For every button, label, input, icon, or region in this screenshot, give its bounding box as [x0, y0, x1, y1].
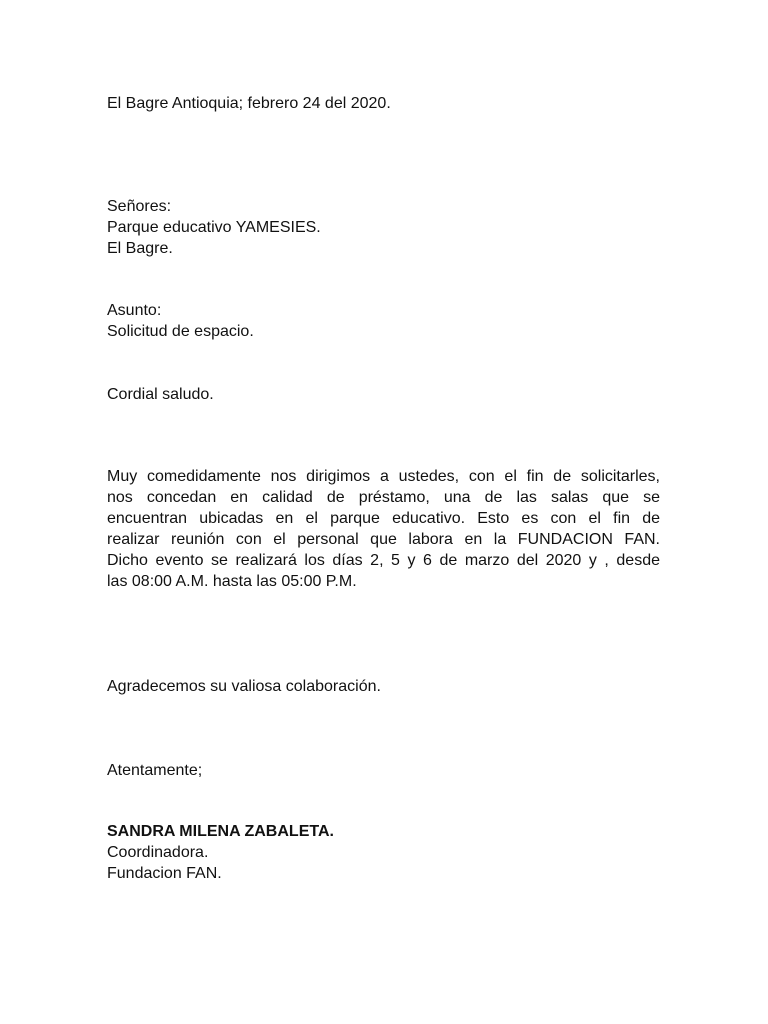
place-date: El Bagre Antioquia; febrero 24 del 2020.	[107, 95, 391, 112]
signature-block	[107, 821, 334, 884]
recipient-block	[107, 196, 321, 259]
recipient-city: El Bagre.	[107, 240, 173, 257]
subject-label: Asunto:	[107, 302, 162, 319]
recipient-salutation: Señores:	[107, 198, 172, 215]
body-line: nos concedan en calidad de préstamo, una de las salas que se	[107, 489, 660, 506]
recipient-organization: Parque educativo YAMESIES.	[107, 219, 321, 236]
signer-organization: Fundacion FAN.	[107, 865, 222, 882]
body-line: Muy comedidamente nos dirigimos a ustedes, con el fin de solicitarles,	[107, 468, 660, 485]
closing-line: Atentamente;	[107, 762, 203, 779]
body-line: realizar reunión con el personal que labora en la FUNDACION FAN.	[107, 531, 660, 548]
signer-name: SANDRA MILENA ZABALETA.	[107, 823, 334, 840]
subject-block	[107, 300, 254, 342]
subject-text: Solicitud de espacio.	[107, 323, 254, 340]
signer-role: Coordinadora.	[107, 844, 209, 861]
body-line: encuentran ubicadas en el parque educativo. Esto es con el fin de	[107, 510, 660, 527]
greeting: Cordial saludo.	[107, 386, 214, 403]
body-paragraph	[107, 466, 660, 592]
thanks-line: Agradecemos su valiosa colaboración.	[107, 678, 381, 695]
body-line: las 08:00 A.M. hasta las 05:00 P.M.	[107, 573, 357, 590]
body-line: Dicho evento se realizará los días 2, 5 y 6 de marzo del 2020 y , desde	[107, 552, 660, 569]
